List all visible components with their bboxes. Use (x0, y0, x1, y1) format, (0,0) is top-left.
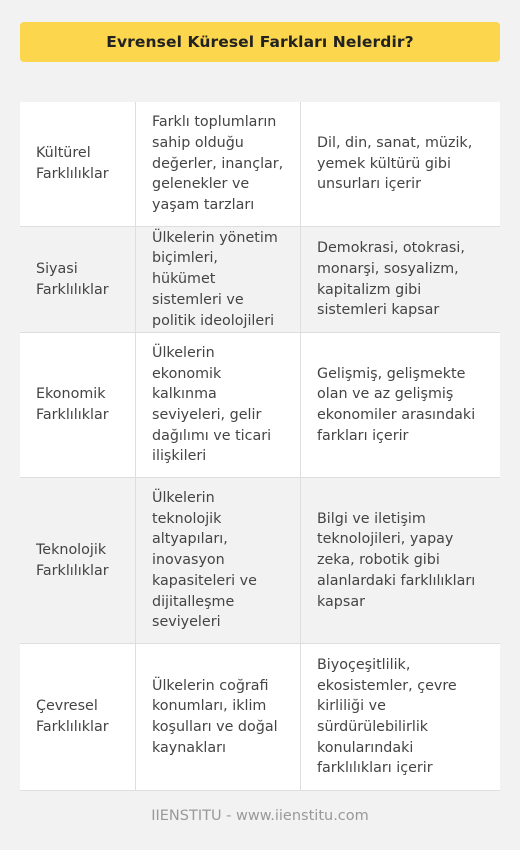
row-description: Ülkelerin ekonomik kalkınma seviyeleri, gelir dağılımı ve ticari ilişkileri (135, 333, 300, 477)
row-description: Ülkelerin coğrafi konumları, iklim koşulları ve doğal kaynakları (135, 644, 300, 790)
table-row (20, 644, 500, 791)
row-name: Kültürel Farklılıklar (36, 145, 109, 182)
row-description: Ülkelerin yönetim biçimleri, hükümet sistemleri ve politik ideolojileri (135, 227, 300, 332)
footer-credit: IIENSTITU - www.iienstitu.com (151, 808, 369, 824)
row-scope: Demokrasi, otokrasi, monarşi, sosyalizm, kapitalizm gibi sistemleri kapsar (300, 227, 500, 332)
table-row (20, 102, 500, 227)
row-description: Farklı toplumların sahip olduğu değerler, inançlar, gelenekler ve yaşam tarzları (135, 102, 300, 226)
row-name: Teknolojik Farklılıklar (36, 541, 109, 579)
row-name: Siyasi Farklılıklar (36, 260, 109, 298)
title-banner (20, 22, 500, 62)
row-name: Ekonomik Farklılıklar (36, 386, 109, 423)
row-name: Çevresel Farklılıklar (36, 698, 109, 735)
row-scope: Biyoçeşitlilik, ekosistemler, çevre kirliliği ve sürdürülebilirlik konularındaki farklılıkları içerir (300, 644, 500, 790)
row-description: Ülkelerin teknolojik altyapıları, inovasyon kapasiteleri ve dijitalleşme seviyeleri (135, 478, 300, 643)
page-title: Evrensel Küresel Farkları Nelerdir? (106, 33, 414, 51)
table-row (20, 478, 500, 644)
table-row (20, 333, 500, 478)
row-scope: Dil, din, sanat, müzik, yemek kültürü gibi unsurları içerir (300, 102, 500, 226)
comparison-table (20, 102, 500, 791)
row-scope: Gelişmiş, gelişmekte olan ve az gelişmiş ekonomiler arasındaki farkları içerir (300, 333, 500, 477)
table-row (20, 227, 500, 333)
row-scope: Bilgi ve iletişim teknolojileri, yapay zeka, robotik gibi alanlardaki farklılıkları kapsar (300, 478, 500, 643)
